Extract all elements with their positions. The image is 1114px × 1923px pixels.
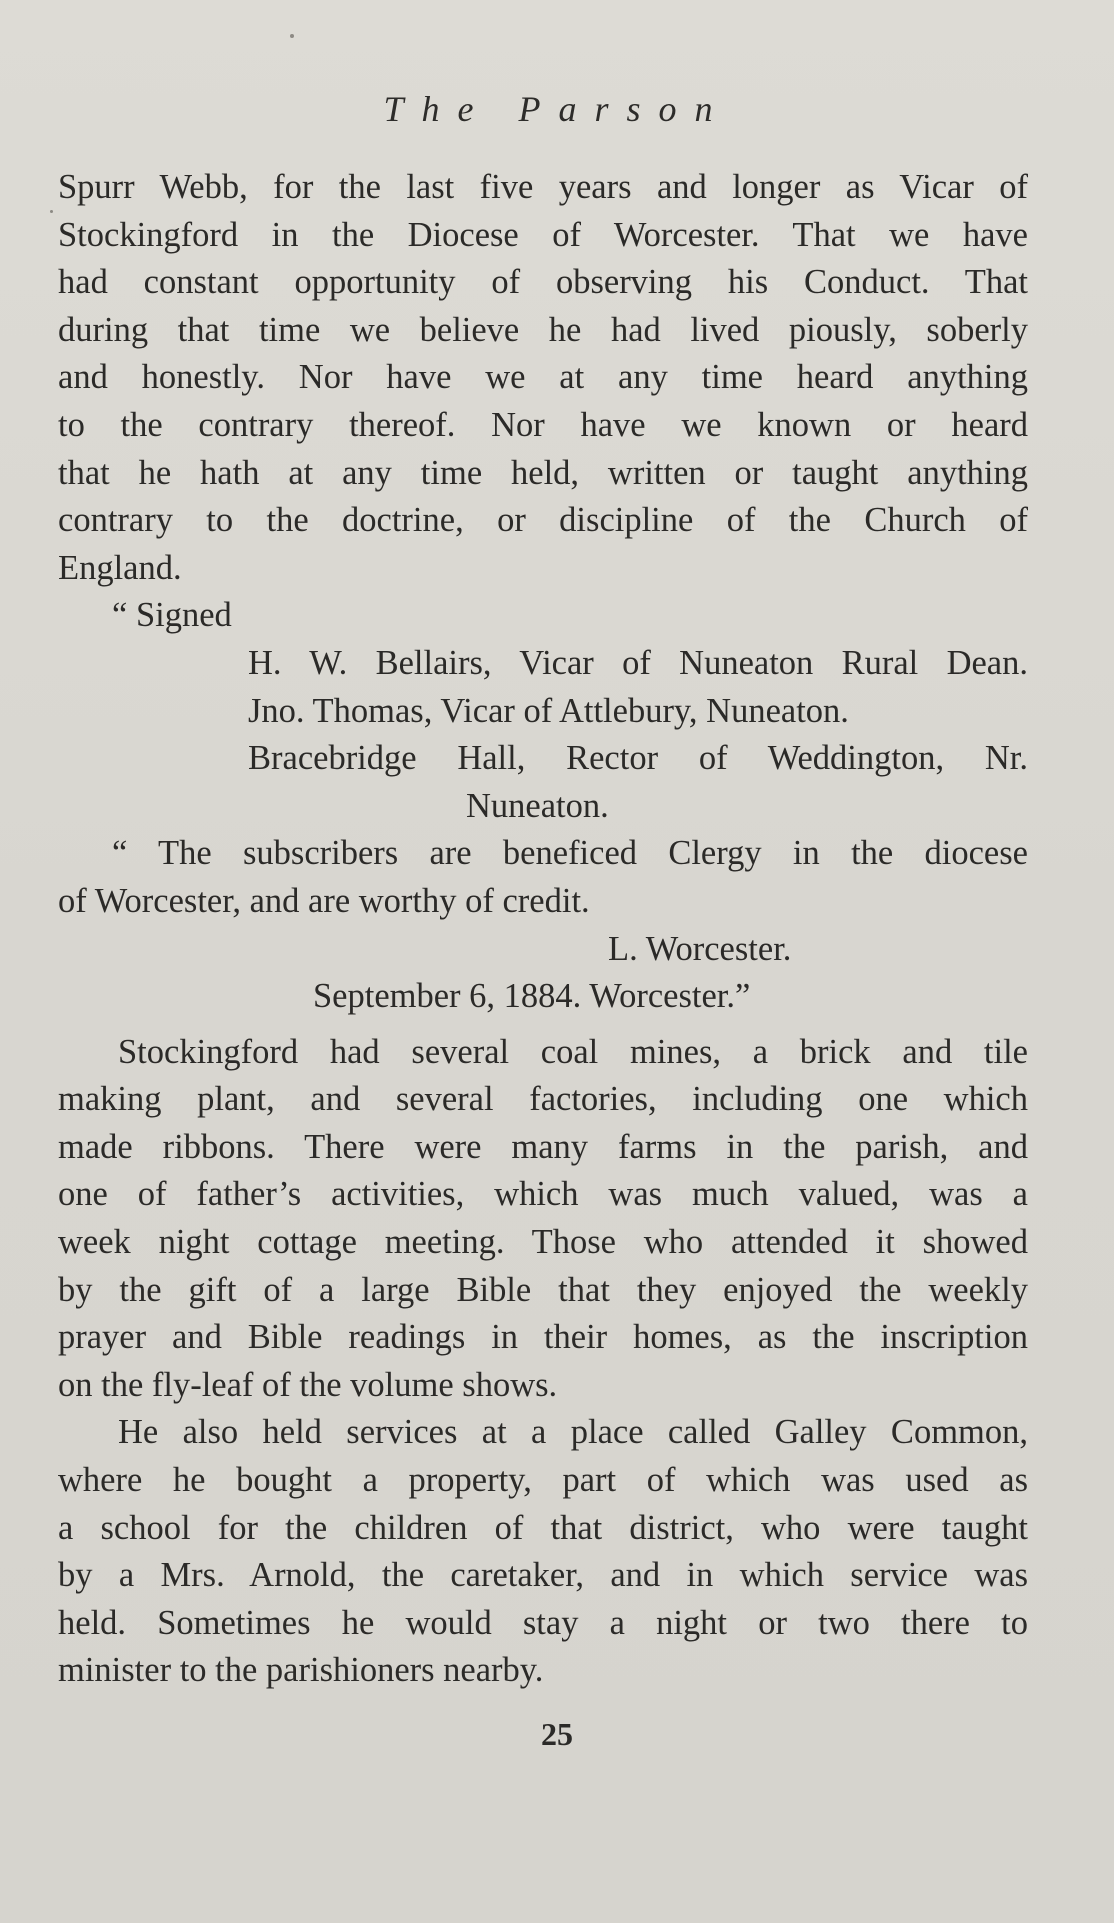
text-line: prayer and Bible readings in their homes, as the inscription — [58, 1318, 1028, 1357]
signatory-line: Jno. Thomas, Vicar of Attlebury, Nuneaton. — [248, 691, 849, 730]
signatory-continuation: Nuneaton. — [466, 786, 609, 825]
text-line: Spurr Webb, for the last five years and longer as Vicar of — [58, 168, 1028, 206]
page-number: 25 — [541, 1716, 573, 1752]
text-line: England. — [58, 548, 182, 587]
text-line: by a Mrs. Arnold, the caretaker, and in which service was — [58, 1556, 1028, 1595]
running-title: The Parson — [383, 89, 731, 129]
signed-label: “ Signed — [112, 596, 232, 635]
text-line: “ The subscribers are beneficed Clergy in the diocese — [112, 834, 1028, 873]
page-body — [58, 164, 1028, 1695]
text-line: held. Sometimes he would stay a night or two there to — [58, 1603, 1028, 1642]
dateline: September 6, 1884. Worcester.” — [313, 977, 751, 1016]
text-line: to the contrary thereof. Nor have we known or heard — [58, 405, 1028, 444]
text-line: by the gift of a large Bible that they enjoyed the weekly — [58, 1270, 1028, 1309]
text-line: on the fly-leaf of the volume shows. — [58, 1365, 558, 1404]
text-line: Stockingford in the Diocese of Worcester. That we have — [58, 215, 1028, 254]
text-line: a school for the children of that district, who were taught — [58, 1508, 1028, 1547]
text-line: and honestly. Nor have we at any time heard anything — [58, 358, 1028, 397]
text-line: made ribbons. There were many farms in the parish, and — [58, 1127, 1028, 1166]
paragraph — [58, 1029, 1028, 1410]
signatory-line: Bracebridge Hall, Rector of Weddington, Nr. — [248, 739, 1028, 778]
text-line: making plant, and several factories, including one which — [58, 1080, 1028, 1119]
text-line: had constant opportunity of observing his Conduct. That — [58, 263, 1028, 302]
text-line: during that time we believe he had lived piously, soberly — [58, 310, 1028, 349]
text-line: where he bought a property, part of which was used as — [58, 1461, 1028, 1500]
paragraph — [58, 1409, 1028, 1695]
text-line: minister to the parishioners nearby. — [58, 1651, 544, 1690]
paper-speck — [50, 210, 53, 213]
bishop-signature: L. Worcester. — [608, 929, 792, 968]
paper-speck — [290, 34, 294, 38]
text-line: week night cottage meeting. Those who attended it showed — [58, 1223, 1028, 1262]
text-line: one of father’s activities, which was much valued, was a — [58, 1175, 1028, 1214]
text-line: contrary to the doctrine, or discipline of the Church of — [58, 501, 1028, 540]
text-line: of Worcester, and are worthy of credit. — [58, 881, 590, 920]
text-line: Stockingford had several coal mines, a brick and tile — [118, 1032, 1028, 1071]
text-line: that he hath at any time held, written or taught anything — [58, 453, 1028, 492]
text-line: He also held services at a place called Galley Common, — [118, 1413, 1028, 1452]
signatory-list — [248, 640, 1028, 830]
signatory-line: H. W. Bellairs, Vicar of Nuneaton Rural Dean. — [248, 643, 1028, 682]
